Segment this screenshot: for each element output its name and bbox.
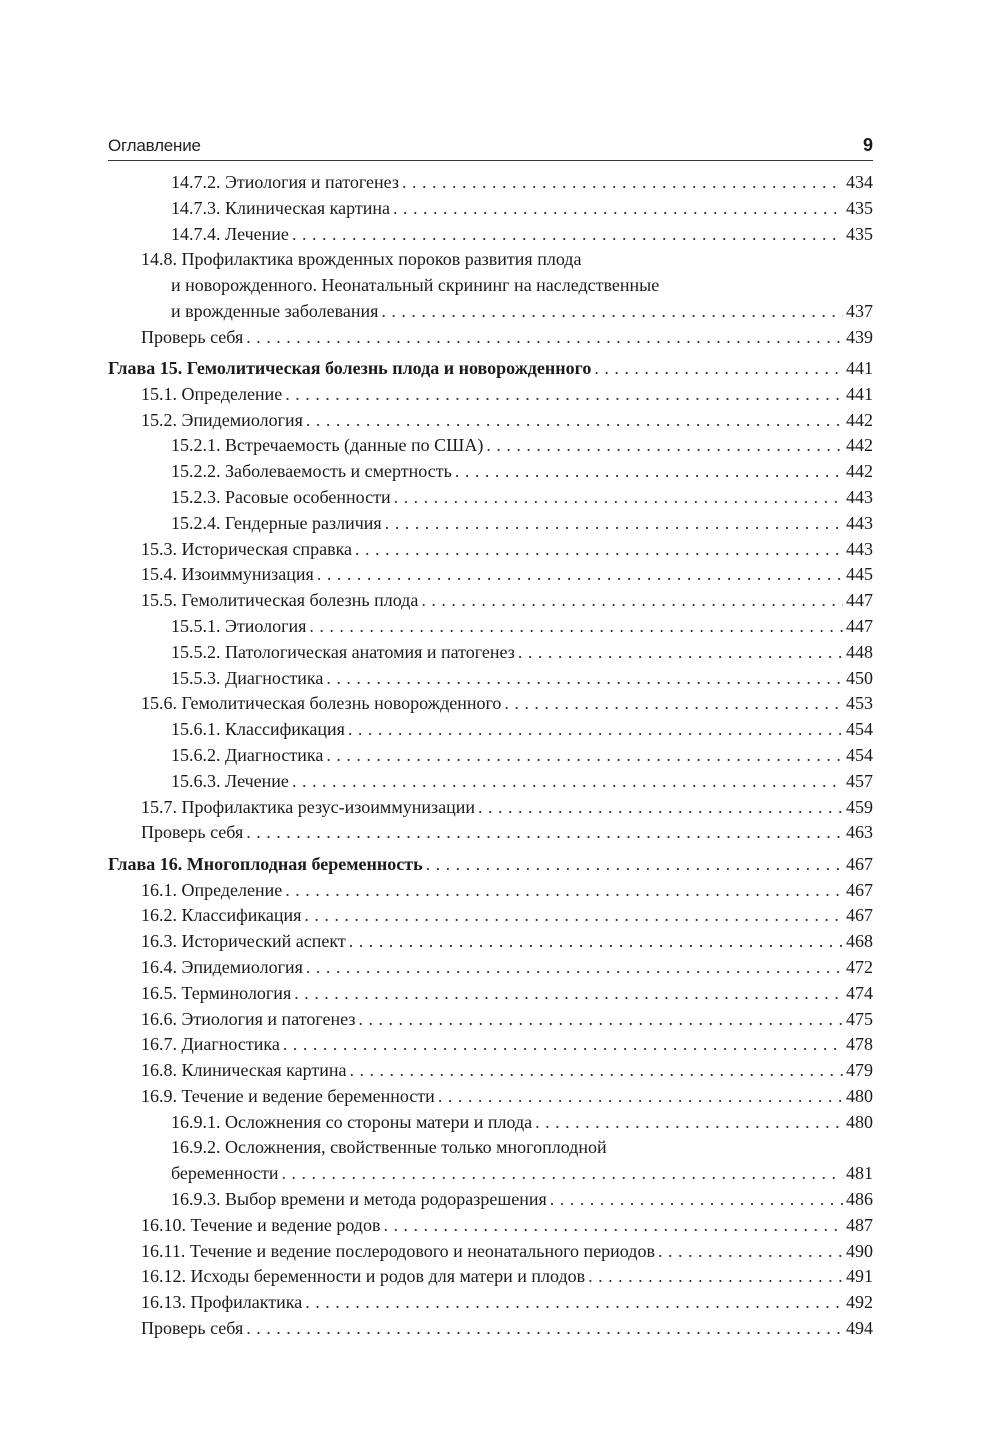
toc-entry-title: беременности <box>171 1163 279 1184</box>
toc-entry-line <box>108 955 873 981</box>
toc-entry-page: 442 <box>846 461 873 482</box>
toc-entry-line <box>108 1135 873 1161</box>
toc-entry-line <box>108 485 873 511</box>
toc-entry <box>108 247 873 324</box>
toc-entry-title: 16.8. Клиническая картина <box>141 1060 347 1081</box>
toc-entry <box>108 795 873 821</box>
dot-leader <box>478 795 843 821</box>
toc-entry-page: 459 <box>846 796 873 817</box>
toc-entry-page: 468 <box>846 931 873 952</box>
toc-entry-title: 15.6. Гемолитическая болезнь новорожденного <box>141 693 502 714</box>
toc-entry <box>108 1007 873 1033</box>
toc-entry <box>108 878 873 904</box>
toc-entry-page: 479 <box>846 1060 873 1081</box>
dot-leader <box>292 222 843 248</box>
toc-entry <box>108 955 873 981</box>
toc-entry-line <box>108 1110 873 1136</box>
toc-entry-page: 435 <box>846 197 873 218</box>
toc-entry <box>108 1264 873 1290</box>
dot-leader <box>246 820 843 846</box>
toc-entry-page: 443 <box>846 538 873 559</box>
toc-entry-line <box>108 878 873 904</box>
toc-entry-page: 480 <box>846 1111 873 1132</box>
toc-entry-page: 467 <box>846 879 873 900</box>
toc-entry-line <box>108 1032 873 1058</box>
toc-entry-page: 434 <box>846 172 873 192</box>
toc-entry-line <box>108 666 873 692</box>
toc-entry-title: 16.9. Течение и ведение беременности <box>141 1085 435 1106</box>
toc-entry-title: 16.2. Классификация <box>141 905 302 926</box>
toc-entry <box>108 511 873 537</box>
running-header-title: Оглавление <box>108 136 201 155</box>
dot-leader <box>305 1290 843 1316</box>
toc-entry <box>108 588 873 614</box>
toc-entry <box>108 325 873 351</box>
toc-entry-title: 15.2. Эпидемиология <box>141 409 303 430</box>
toc-entry-line <box>108 459 873 485</box>
dot-leader <box>349 929 843 955</box>
toc-entry-page: 437 <box>846 300 873 321</box>
toc-entry-title: 15.2.1. Встречаемость (данные по США) <box>171 435 484 456</box>
dot-leader <box>349 1058 843 1084</box>
toc-entry <box>108 743 873 769</box>
toc-entry-title: Глава 15. Гемолитическая болезнь плода и новорожденного <box>108 358 592 379</box>
toc-entry-page: 474 <box>846 982 873 1003</box>
toc-entry <box>108 222 873 248</box>
toc-entry-title: и врожденные заболевания <box>171 300 379 321</box>
toc-entry-line <box>108 356 873 382</box>
toc-entry-title: 16.9.1. Осложнения со стороны матери и плода <box>171 1111 533 1132</box>
toc-chapter-entry <box>108 356 873 382</box>
dot-leader <box>385 511 843 537</box>
toc-entry <box>108 1032 873 1058</box>
toc-entry <box>108 1135 873 1187</box>
toc-entry-line <box>108 820 873 846</box>
toc-entry-page: 450 <box>846 667 873 688</box>
toc-entry-title: 15.5.1. Этиология <box>171 616 307 637</box>
dot-leader <box>348 717 843 743</box>
toc-entry-page: 457 <box>846 770 873 791</box>
toc-entry-page: 439 <box>846 326 873 347</box>
dot-leader <box>426 852 843 878</box>
toc-entry-line <box>108 795 873 821</box>
toc-entry-line <box>108 691 873 717</box>
toc-entry-title: Проверь себя <box>141 822 244 843</box>
toc-entry-line <box>108 743 873 769</box>
dot-leader <box>246 1316 843 1342</box>
toc-entry-line <box>108 903 873 929</box>
dot-leader <box>358 1007 843 1033</box>
toc-entry-page: 478 <box>846 1034 873 1055</box>
dot-leader <box>381 299 843 325</box>
toc-entry-page: 481 <box>846 1163 873 1184</box>
dot-leader <box>285 382 843 408</box>
dot-leader <box>550 1187 843 1213</box>
dot-leader <box>535 1110 843 1136</box>
toc-entry <box>108 433 873 459</box>
toc-entry <box>108 1110 873 1136</box>
toc-entry-title: 15.2.4. Гендерные различия <box>171 512 382 533</box>
toc-entry-line <box>108 511 873 537</box>
running-header <box>108 136 873 161</box>
toc-entry-title: 16.3. Исторический аспект <box>141 931 346 952</box>
toc-entry-line <box>108 1161 873 1187</box>
toc-entry-line <box>108 1187 873 1213</box>
toc-entry-page: 475 <box>846 1008 873 1029</box>
toc-entry-line <box>108 1264 873 1290</box>
toc-entry-title: 14.7.4. Лечение <box>171 223 289 244</box>
toc-entry-line <box>108 1058 873 1084</box>
dot-leader <box>393 196 843 222</box>
toc-entry-page: 442 <box>846 409 873 430</box>
dot-leader <box>309 614 843 640</box>
toc-entry-page: 447 <box>846 590 873 611</box>
dot-leader <box>285 878 843 904</box>
toc-entry-title: 15.4. Изоиммунизация <box>141 564 314 585</box>
toc-entry-page: 441 <box>846 383 873 404</box>
toc-entry-line <box>108 852 873 878</box>
toc-entry-title: и новорожденного. Неонатальный скрининг на наследственные <box>171 275 660 296</box>
dot-leader <box>326 743 843 769</box>
toc-entry-line <box>108 717 873 743</box>
dot-leader <box>518 640 843 666</box>
toc-entry <box>108 1084 873 1110</box>
toc-entry-page: 448 <box>846 641 873 662</box>
toc-entry-title: 15.5.2. Патологическая анатомия и патогенез <box>171 641 515 662</box>
toc-entry-title: 15.5.3. Диагностика <box>171 667 324 688</box>
toc-entry-title: 16.6. Этиология и патогенез <box>141 1008 356 1029</box>
toc-entry <box>108 459 873 485</box>
toc-entry-title: 16.9.3. Выбор времени и метода родоразрешения <box>171 1189 547 1210</box>
toc-entry-line <box>108 537 873 563</box>
toc-entry <box>108 614 873 640</box>
toc-entry <box>108 562 873 588</box>
toc-entry-title: 16.7. Диагностика <box>141 1034 280 1055</box>
toc-entry-line <box>108 325 873 351</box>
toc-entry-line <box>108 433 873 459</box>
toc-entry-page: 480 <box>846 1085 873 1106</box>
toc-entry <box>108 382 873 408</box>
toc-entry <box>108 903 873 929</box>
dot-leader <box>438 1084 843 1110</box>
toc-entry-line <box>108 299 873 325</box>
toc-entry-page: 454 <box>846 719 873 740</box>
toc-entry <box>108 408 873 434</box>
dot-leader <box>306 955 843 981</box>
toc-entry-title: 16.11. Течение и ведение послеродового и неонатального периодов <box>141 1240 655 1261</box>
toc-entry <box>108 1239 873 1265</box>
dot-leader <box>283 1032 843 1058</box>
toc-entry-title: Проверь себя <box>141 1318 244 1339</box>
toc-entry <box>108 537 873 563</box>
toc-entry <box>108 1058 873 1084</box>
dot-leader <box>306 408 843 434</box>
dot-leader <box>594 356 843 382</box>
dot-leader <box>588 1264 843 1290</box>
toc-entry-line <box>108 640 873 666</box>
toc-entry-page: 442 <box>846 435 873 456</box>
dot-leader <box>383 1213 843 1239</box>
dot-leader <box>504 691 843 717</box>
toc-entry-page: 467 <box>846 905 873 926</box>
dot-leader <box>658 1239 843 1265</box>
toc-entry-title: 16.4. Эпидемиология <box>141 956 303 977</box>
toc-entry-title: 15.7. Профилактика резус-изоиммунизации <box>141 796 475 817</box>
toc-entry-line <box>108 1213 873 1239</box>
toc-entry-line <box>108 1239 873 1265</box>
table-of-contents <box>108 170 873 1342</box>
toc-entry <box>108 1290 873 1316</box>
toc-entry-title: 16.1. Определение <box>141 879 283 900</box>
page-number: 9 <box>862 135 873 155</box>
toc-entry-page: 441 <box>846 358 873 379</box>
toc-entry-page: 454 <box>846 745 873 766</box>
toc-entry-title: 15.1. Определение <box>141 383 283 404</box>
toc-entry-page: 492 <box>846 1292 873 1313</box>
toc-entry-title: 15.5. Гемолитическая болезнь плода <box>141 590 419 611</box>
toc-entry <box>108 1316 873 1342</box>
toc-entry-title: 16.13. Профилактика <box>141 1292 303 1313</box>
toc-entry-line <box>108 222 873 248</box>
dot-leader <box>402 170 843 196</box>
dot-leader <box>294 981 843 1007</box>
toc-entry-title: 14.7.3. Клиническая картина <box>171 197 390 218</box>
toc-entry <box>108 929 873 955</box>
toc-entry-line <box>108 170 873 196</box>
toc-entry <box>108 196 873 222</box>
toc-entry-line <box>108 1007 873 1033</box>
toc-entry-title: 15.3. Историческая справка <box>141 538 353 559</box>
toc-entry-line <box>108 981 873 1007</box>
toc-entry <box>108 769 873 795</box>
dot-leader <box>292 769 843 795</box>
toc-entry-line <box>108 196 873 222</box>
toc-entry <box>108 170 873 196</box>
toc-entry-page: 443 <box>846 487 873 508</box>
toc-entry-line <box>108 929 873 955</box>
toc-entry-title: 15.6.1. Классификация <box>171 719 345 740</box>
toc-entry-page: 491 <box>846 1266 873 1287</box>
toc-entry-title: Проверь себя <box>141 326 244 347</box>
dot-leader <box>421 588 843 614</box>
toc-entry-page: 435 <box>846 223 873 244</box>
toc-entry <box>108 981 873 1007</box>
toc-entry-title: 14.8. Профилактика врожденных пороков развития плода <box>141 249 582 270</box>
toc-entry-page: 463 <box>846 822 873 843</box>
toc-entry-title: 16.5. Терминология <box>141 982 292 1003</box>
toc-entry-line <box>108 273 873 299</box>
toc-entry-title: 14.7.2. Этиология и патогенез <box>171 172 399 192</box>
toc-entry <box>108 1187 873 1213</box>
dot-leader <box>281 1161 843 1187</box>
dot-leader <box>355 537 843 563</box>
toc-entry-line <box>108 382 873 408</box>
dot-leader <box>486 433 843 459</box>
toc-entry-line <box>108 408 873 434</box>
toc-entry-title: 15.2.3. Расовые особенности <box>171 487 391 508</box>
toc-entry-line <box>108 1290 873 1316</box>
toc-entry-page: 443 <box>846 512 873 533</box>
toc-entry-line <box>108 588 873 614</box>
toc-chapter-entry <box>108 852 873 878</box>
dot-leader <box>455 459 843 485</box>
toc-entry-title: 15.6.2. Диагностика <box>171 745 324 766</box>
dot-leader <box>394 485 843 511</box>
toc-entry-title: 15.6.3. Лечение <box>171 770 289 791</box>
toc-entry-page: 490 <box>846 1240 873 1261</box>
toc-entry-title: Глава 16. Многоплодная беременность <box>108 853 423 874</box>
toc-entry-line <box>108 1316 873 1342</box>
toc-entry-page: 447 <box>846 616 873 637</box>
toc-entry-line <box>108 614 873 640</box>
toc-entry-page: 467 <box>846 853 873 874</box>
toc-entry-page: 453 <box>846 693 873 714</box>
dot-leader <box>246 325 843 351</box>
toc-entry-page: 472 <box>846 956 873 977</box>
toc-entry <box>108 820 873 846</box>
toc-entry-title: 16.10. Течение и ведение родов <box>141 1214 381 1235</box>
dot-leader <box>326 666 843 692</box>
toc-entry <box>108 640 873 666</box>
toc-entry-line <box>108 1084 873 1110</box>
toc-entry <box>108 1213 873 1239</box>
toc-entry <box>108 485 873 511</box>
toc-entry-title: 16.9.2. Осложнения, свойственные только многоплодной <box>171 1137 607 1158</box>
toc-entry-line <box>108 562 873 588</box>
toc-entry-line <box>108 247 873 273</box>
dot-leader <box>317 562 843 588</box>
toc-entry-title: 15.2.2. Заболеваемость и смертность <box>171 461 452 482</box>
toc-entry-page: 494 <box>846 1318 873 1339</box>
toc-entry <box>108 691 873 717</box>
toc-entry-page: 487 <box>846 1214 873 1235</box>
toc-entry-title: 16.12. Исходы беременности и родов для матери и плодов <box>141 1266 586 1287</box>
toc-entry <box>108 666 873 692</box>
dot-leader <box>304 903 843 929</box>
toc-entry-page: 445 <box>846 564 873 585</box>
toc-entry-line <box>108 769 873 795</box>
toc-entry-page: 486 <box>846 1189 873 1210</box>
toc-entry <box>108 717 873 743</box>
